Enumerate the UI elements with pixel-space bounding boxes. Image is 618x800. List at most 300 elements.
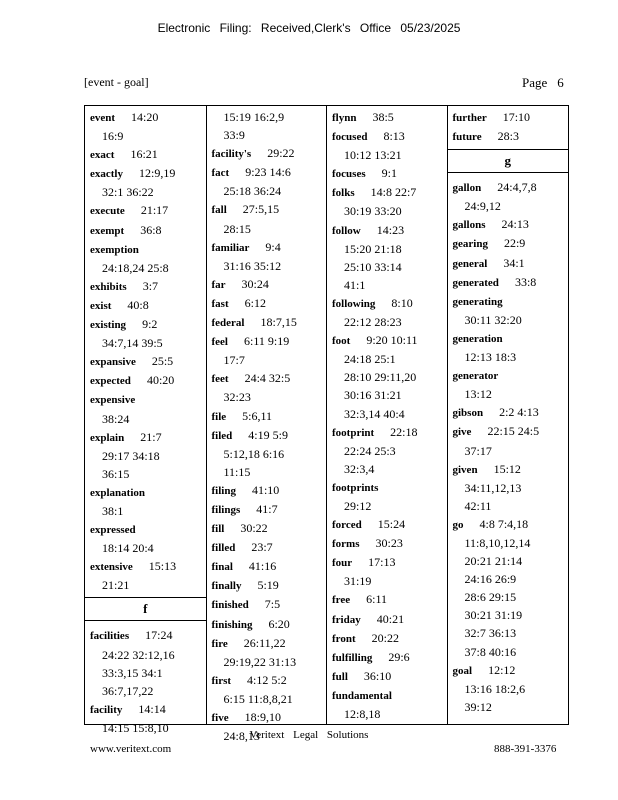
index-entry <box>207 595 327 614</box>
index-entry-first-line <box>332 221 447 240</box>
page-line-ref: 4:12 5:2 <box>247 672 287 687</box>
index-term: finished <box>211 599 249 612</box>
index-entry-first-line <box>90 626 206 645</box>
page-line-ref: 30:16 31:21 <box>344 388 402 403</box>
page-line-ref: 30:19 33:20 <box>344 204 402 219</box>
index-entry <box>448 515 569 661</box>
index-term: go <box>452 518 464 531</box>
index-term: general <box>452 257 488 270</box>
index-term: gearing <box>452 238 488 251</box>
index-entry-first-line <box>332 667 447 686</box>
page-line-ref: 17:24 <box>145 628 173 643</box>
index-term: existing <box>90 319 127 332</box>
index-entry-first-line <box>453 460 569 479</box>
page-line-ref: 24:9,12 <box>464 199 501 214</box>
page-line-ref: 24:4,7,8 <box>497 180 537 195</box>
index-entry-first-line <box>212 708 327 727</box>
index-entry-first-line <box>212 407 327 426</box>
page-line-ref: 13:12 <box>464 387 492 402</box>
index-entry-first-line <box>332 183 447 202</box>
page-line-ref: 40:21 <box>376 611 405 626</box>
page-line-ref: 36:7,17,22 <box>102 683 154 698</box>
index-term: expensive <box>90 394 136 407</box>
index-term: file <box>211 410 227 423</box>
index-column-3 <box>326 106 447 724</box>
page-line-ref: 36:15 <box>102 466 130 481</box>
index-term: fundamental <box>332 689 392 702</box>
page-line-ref: 24:18,24 25:8 <box>102 260 169 275</box>
index-term: footprint <box>332 426 375 439</box>
index-entry-first-line <box>212 576 327 595</box>
index-entry <box>207 671 327 708</box>
index-entry <box>85 221 206 240</box>
index-term: fall <box>211 204 227 217</box>
footer-company: Veritext Legal Solutions <box>249 729 369 741</box>
index-entry <box>85 145 206 164</box>
page-line-ref: 22:18 <box>390 424 418 439</box>
index-term: explanation <box>90 486 146 499</box>
index-entry-first-line <box>332 590 447 609</box>
page-line-ref: 5:19 <box>257 578 279 593</box>
index-entry-first-line <box>332 686 447 705</box>
page-line-ref: 3:7 <box>142 278 159 293</box>
index-entry <box>327 667 447 686</box>
page-line-ref: 22:9 <box>503 236 526 251</box>
index-entry-first-line <box>332 423 447 442</box>
page-line-ref: 24:22 32:12,16 <box>102 647 175 662</box>
index-entry <box>207 538 327 557</box>
index-term: far <box>211 278 226 291</box>
page-line-ref: 8:10 <box>391 295 413 310</box>
page-line-ref: 29:19,22 31:13 <box>223 654 297 669</box>
page-line-ref: 9:4 <box>265 239 281 254</box>
index-term: friday <box>332 613 361 626</box>
index-entry <box>327 221 447 294</box>
index-entry-first-line <box>453 366 569 385</box>
index-entry <box>85 428 206 483</box>
index-term: following <box>332 297 376 310</box>
page-line-ref: 11:15 <box>223 464 251 479</box>
footer-website: www.veritext.com <box>90 743 172 755</box>
index-entry-first-line <box>212 294 327 313</box>
index-entry <box>207 634 327 671</box>
index-term: final <box>211 561 233 574</box>
footer-phone: 888-391-3376 <box>494 743 557 755</box>
index-column-4 <box>447 106 569 724</box>
index-term: feel <box>211 336 228 349</box>
page-line-ref: 29:22 <box>267 146 295 161</box>
index-entry-first-line <box>212 557 327 576</box>
index-entry-first-line <box>212 108 327 126</box>
page-line-ref: 16:21 <box>130 147 158 162</box>
index-entry <box>448 422 569 459</box>
index-range: [event - goal] <box>84 75 149 89</box>
index-term: four <box>332 557 353 570</box>
index-entry <box>207 557 327 576</box>
index-entry <box>207 615 327 634</box>
index-term: flynn <box>332 112 357 124</box>
index-entry <box>207 144 327 163</box>
index-entry <box>327 108 447 127</box>
index-entry-first-line <box>212 369 327 388</box>
index-term: fast <box>211 297 229 310</box>
index-entry <box>207 481 327 500</box>
index-entry-first-line <box>212 163 327 182</box>
page-line-ref: 12:13 18:3 <box>464 350 517 365</box>
index-entry-first-line <box>332 331 447 350</box>
index-entry <box>327 590 447 609</box>
index-entry-first-line <box>90 315 206 334</box>
index-entry <box>85 371 206 390</box>
index-entry-first-line <box>332 534 447 553</box>
index-entry-first-line <box>212 634 327 653</box>
page-line-ref: 38:1 <box>102 503 124 518</box>
index-term: facilities <box>90 630 130 643</box>
index-entry-first-line <box>453 515 569 534</box>
page-line-ref: 5:6,11 <box>242 408 273 423</box>
page-line-ref: 21:17 <box>140 203 169 218</box>
page-line-ref: 14:8 22:7 <box>370 185 417 200</box>
index-entry-first-line <box>453 234 569 253</box>
index-term: filings <box>211 503 241 516</box>
page-line-ref: 6:15 11:8,8,21 <box>223 691 293 706</box>
index-entry-first-line <box>332 164 447 183</box>
index-entry-first-line <box>212 238 327 257</box>
page-line-ref: 33:3,15 34:1 <box>102 665 163 680</box>
index-term: goal <box>452 664 473 677</box>
index-term: focuses <box>332 168 366 181</box>
page-line-ref: 12:12 <box>488 662 516 677</box>
index-entry <box>85 520 206 557</box>
index-term: facility <box>90 703 123 716</box>
page-line-ref: 23:7 <box>251 540 273 555</box>
index-entry <box>448 215 569 234</box>
index-term: further <box>452 112 487 124</box>
page-line-ref: 15:12 <box>493 461 521 476</box>
index-term: familiar <box>211 241 250 254</box>
page-line-ref: 41:7 <box>256 501 278 516</box>
index-entry <box>85 390 206 427</box>
index-entry <box>448 661 569 716</box>
index-column-1 <box>85 106 206 735</box>
page-line-ref: 24:4 32:5 <box>244 371 291 386</box>
index-term: explain <box>90 431 125 444</box>
page-line-ref: 4:19 5:9 <box>248 427 288 442</box>
index-entry <box>85 201 206 220</box>
page-line-ref: 9:20 10:11 <box>366 333 418 348</box>
index-term: federal <box>211 317 245 330</box>
page-line-ref: 17:7 <box>223 353 245 368</box>
index-entry <box>448 254 569 273</box>
index-entry-first-line <box>453 329 569 348</box>
index-term: execute <box>90 205 125 218</box>
page-line-ref: 32:23 <box>223 390 251 405</box>
index-entry-first-line <box>212 144 327 163</box>
index-term: filing <box>211 484 236 497</box>
index-entry-first-line <box>90 352 206 371</box>
index-term: exact <box>90 149 115 162</box>
index-entry <box>207 519 327 538</box>
index-entry <box>207 238 327 275</box>
page-line-ref: 14:14 <box>138 701 166 716</box>
index-term: five <box>211 712 229 724</box>
index-entry-first-line <box>212 615 327 634</box>
page-line-ref: 14:20 <box>131 110 159 124</box>
index-term: facility's <box>211 148 252 161</box>
index-term: gibson <box>452 407 484 420</box>
index-entry <box>85 296 206 315</box>
index-entry-first-line <box>332 610 447 629</box>
index-term: given <box>452 463 478 476</box>
index-entry-first-line <box>453 661 569 680</box>
index-entry-first-line <box>453 273 569 292</box>
index-term: generated <box>452 276 499 289</box>
index-term: fill <box>211 523 225 536</box>
page-line-ref: 22:12 28:23 <box>344 315 402 330</box>
page-indicator <box>522 75 564 91</box>
index-entry <box>327 648 447 667</box>
page-line-ref: 25:18 36:24 <box>223 184 282 199</box>
page-line-ref: 24:18 25:1 <box>344 352 396 367</box>
index-term: front <box>332 632 356 645</box>
page-line-ref: 29:12 <box>344 498 372 513</box>
page-line-ref: 14:23 <box>376 222 405 237</box>
index-entry <box>207 200 327 237</box>
page-line-ref: 22:15 24:5 <box>487 424 540 439</box>
index-entry <box>327 610 447 629</box>
index-entry-first-line <box>332 553 447 572</box>
index-entry-first-line <box>453 403 569 422</box>
index-term: expansive <box>90 356 136 369</box>
index-entry-first-line <box>212 313 327 332</box>
index-term: give <box>452 426 472 439</box>
index-entry <box>85 557 206 594</box>
index-entry <box>327 553 447 590</box>
page-line-ref: 12:8,18 <box>344 707 381 721</box>
page-line-ref: 9:23 14:6 <box>245 165 291 180</box>
page-line-ref: 22:24 25:3 <box>344 443 396 458</box>
page-line-ref: 28:10 29:11,20 <box>344 370 417 385</box>
page-line-ref: 28:6 29:15 <box>464 590 517 605</box>
page-line-ref: 37:17 <box>464 443 492 458</box>
page-line-ref: 34:11,12,13 <box>464 480 522 495</box>
page-line-ref: 30:11 32:20 <box>464 312 522 327</box>
index-entry-first-line <box>90 390 206 409</box>
index-term: free <box>332 594 351 607</box>
index-entry-first-line <box>90 557 206 576</box>
section-letter-header: g <box>448 149 569 173</box>
index-entry-first-line <box>90 483 206 502</box>
index-term: fulfilling <box>332 651 373 664</box>
index-term: filed <box>211 429 233 442</box>
index-entry <box>207 576 327 595</box>
index-term: expressed <box>90 524 136 537</box>
index-entry-first-line <box>453 422 569 441</box>
index-term: fire <box>211 637 228 650</box>
index-entry-first-line <box>332 478 447 497</box>
index-entry-first-line <box>453 108 569 127</box>
index-entry <box>327 423 447 478</box>
index-entry-first-line <box>453 254 569 273</box>
index-entry <box>327 629 447 648</box>
page-line-ref: 13:16 18:2,6 <box>464 681 526 696</box>
index-term: first <box>211 674 232 687</box>
page-line-ref: 16:9 <box>102 129 124 144</box>
page-line-ref: 40:8 <box>127 297 149 312</box>
page-line-ref: 9:2 <box>142 317 158 332</box>
page-line-ref: 32:3,14 40:4 <box>344 406 405 421</box>
index-entry-first-line <box>212 426 327 445</box>
index-entry <box>207 313 327 332</box>
page-line-ref: 15:13 <box>148 559 177 574</box>
index-entry <box>327 686 447 723</box>
page-line-ref: 34:7,14 39:5 <box>102 336 163 351</box>
index-entry-first-line <box>90 145 206 164</box>
index-entry <box>327 183 447 220</box>
page-line-ref: 14:15 15:8,10 <box>102 720 169 735</box>
index-term: gallon <box>452 182 482 195</box>
page-line-ref: 42:11 <box>464 498 492 513</box>
index-entry-first-line <box>453 127 569 146</box>
page-line-ref: 18:7,15 <box>260 315 297 330</box>
index-entry <box>448 403 569 422</box>
index-entry-first-line <box>212 275 327 294</box>
index-entry <box>207 407 327 426</box>
page-line-ref: 31:19 <box>344 574 372 589</box>
index-entry-first-line <box>90 201 206 220</box>
index-term: future <box>452 131 482 144</box>
page-line-ref: 36:10 <box>363 668 392 683</box>
index-entry-first-line <box>90 221 206 240</box>
index-entry <box>85 277 206 296</box>
index-entry-first-line <box>90 164 206 183</box>
index-entry <box>85 164 206 201</box>
index-entry-first-line <box>212 595 327 614</box>
index-entry <box>448 234 569 253</box>
page-line-ref: 9:1 <box>381 166 397 181</box>
page-line-ref: 25:5 <box>151 354 174 369</box>
index-entry-first-line <box>453 178 569 197</box>
index-term: full <box>332 670 348 683</box>
index-term: exactly <box>90 168 123 181</box>
index-entry <box>327 164 447 183</box>
page-line-ref: 15:20 21:18 <box>344 241 402 256</box>
index-term: finishing <box>211 618 253 631</box>
index-entry <box>207 108 327 144</box>
page-line-ref: 18:9,10 <box>244 710 281 724</box>
index-entry <box>327 331 447 422</box>
page-line-ref: 11:8,10,12,14 <box>464 535 531 550</box>
index-entry-first-line <box>212 200 327 219</box>
page-line-ref: 37:8 40:16 <box>464 644 517 659</box>
page-line-ref: 12:9,19 <box>138 166 176 181</box>
index-term: foot <box>332 335 351 348</box>
index-entry <box>327 478 447 515</box>
index-entry <box>448 329 569 366</box>
page-line-ref: 10:12 13:21 <box>344 148 402 163</box>
index-term: finally <box>211 580 242 593</box>
page-line-ref: 36:8 <box>140 222 162 237</box>
index-entry <box>448 460 569 515</box>
index-entry-first-line <box>332 127 447 146</box>
page-line-ref: 34:1 <box>503 255 525 270</box>
page-line-ref: 20:21 21:14 <box>464 554 523 569</box>
index-term: event <box>90 112 116 124</box>
index-entry-first-line <box>332 108 447 127</box>
index-term: feet <box>211 373 229 386</box>
index-entry-first-line <box>212 538 327 557</box>
index-entry <box>207 500 327 519</box>
page-line-ref: 27:5,15 <box>242 202 280 217</box>
index-entry-first-line <box>212 519 327 538</box>
page-line-ref: 6:11 9:19 <box>243 334 290 349</box>
index-term: generator <box>452 370 499 383</box>
page-line-ref: 6:12 <box>244 295 266 310</box>
page-line-ref: 2:2 4:13 <box>499 405 539 420</box>
page-line-ref: 4:8 7:4,18 <box>479 516 529 531</box>
page-line-ref: 20:22 <box>371 630 399 645</box>
filing-stamp: Electronic Filing: Received,Clerk's Office 05/23/2025 <box>157 21 461 35</box>
index-entry <box>207 369 327 406</box>
index-entry-first-line <box>332 629 447 648</box>
index-entry <box>327 515 447 534</box>
page-line-ref: 38:24 <box>102 411 130 426</box>
index-entry <box>85 483 206 520</box>
page-line-ref: 39:12 <box>464 699 492 714</box>
index-entry-first-line <box>212 500 327 519</box>
page-line-ref: 29:6 <box>388 649 410 664</box>
index-entry <box>327 534 447 553</box>
index-entry-first-line <box>90 700 206 719</box>
index-entry-first-line <box>212 671 327 690</box>
index-entry <box>448 292 569 329</box>
page-line-ref: 38:5 <box>372 110 394 124</box>
index-term: expected <box>90 375 131 388</box>
page-label: Page <box>522 75 548 90</box>
index-term: filled <box>211 542 236 555</box>
page-line-ref: 32:1 36:22 <box>102 185 154 200</box>
page-line-ref: 30:22 <box>240 521 268 536</box>
page-line-ref: 8:13 <box>383 129 405 144</box>
page-line-ref: 24:13 <box>501 217 529 232</box>
page-line-ref: 29:17 34:18 <box>102 448 160 463</box>
index-term: exist <box>90 299 112 312</box>
index-entry <box>207 275 327 294</box>
page-line-ref: 41:10 <box>251 482 280 497</box>
index-entry <box>207 426 327 481</box>
page-line-ref: 6:11 <box>366 592 388 607</box>
index-entry-first-line <box>212 332 327 351</box>
index-entry <box>85 626 206 699</box>
page-line-ref: 21:7 <box>140 429 162 444</box>
page-line-ref: 32:3,4 <box>344 461 375 476</box>
index-term: generating <box>452 295 503 308</box>
index-term: footprints <box>332 481 379 494</box>
index-entry-first-line <box>332 515 447 534</box>
index-term: extensive <box>90 561 133 574</box>
index-entry-first-line <box>90 277 206 296</box>
index-term: focused <box>332 131 368 144</box>
index-entry <box>448 108 569 127</box>
page-line-ref: 15:24 <box>377 517 406 532</box>
index-entry <box>327 294 447 331</box>
page-line-ref: 41:16 <box>248 559 277 574</box>
page-line-ref: 18:14 20:4 <box>102 541 154 556</box>
page-line-ref: 24:8,13 <box>223 729 260 744</box>
page-number: 6 <box>557 75 564 90</box>
page-line-ref: 7:5 <box>264 597 281 612</box>
page-line-ref: 24:16 26:9 <box>464 572 517 587</box>
